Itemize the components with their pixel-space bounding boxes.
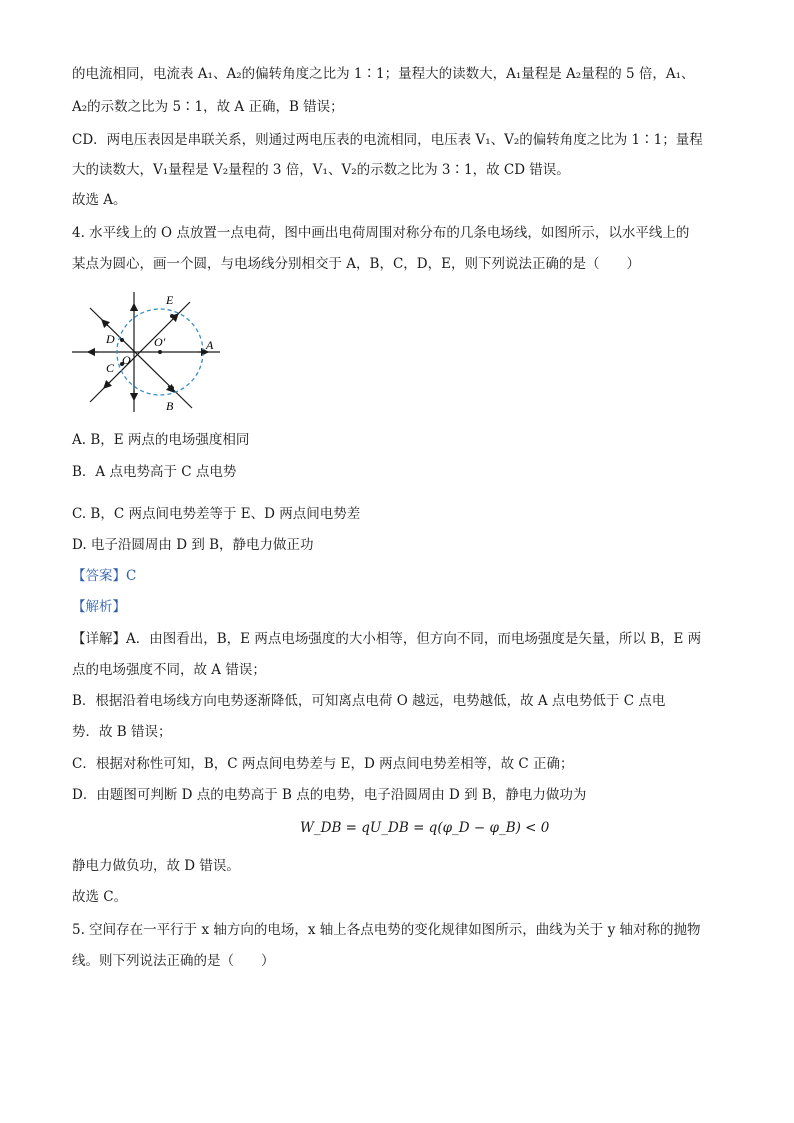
work-formula: W_DB = qU_DB = q(φ_D − φ_B) < 0 <box>300 820 550 836</box>
explanation-line-6: D．由题图可判断 D 点的电势高于 B 点的电势，电子沿圆周由 D 到 B，静电力做功为 <box>72 787 587 803</box>
label-e: E <box>166 293 174 307</box>
option-d: D. 电子沿圆周由 D 到 B，静电力做正功 <box>72 537 314 553</box>
label-d: D <box>106 332 115 346</box>
explanation-line-5: C．根据对称性可知，B，C 两点间电势差与 E，D 两点间电势差相等，故 C 正确； <box>72 756 574 772</box>
option-b: B．A 点电势高于 C 点电势 <box>72 464 237 480</box>
question-4-line-2: 某点为圆心，画一个圆，与电场线分别相交于 A，B，C，D，E，则下列说法正确的是（ ） <box>72 256 640 272</box>
text-line-2: A₂的示数之比为 5∶1，故 A 正确，B 错误； <box>72 99 344 115</box>
explanation-line-7: 静电力做负功，故 D 错误。 <box>72 858 240 874</box>
label-c: C <box>106 361 115 375</box>
label-a: A <box>206 338 214 352</box>
explanation-line-3: B．根据沿着电场线方向电势逐渐降低，可知离点电荷 O 越远，电势越低，故 A 点电势低于 C 点电 <box>72 693 666 709</box>
text-line-4: 大的读数大，V₁量程是 V₂量程的 3 倍，V₁、V₂的示数之比为 3∶1，故 CD 错误。 <box>72 162 570 178</box>
question-4-line-1: 4. 水平线上的 O 点放置一点电荷，图中画出电荷周围对称分布的几条电场线，如图所示，以水平线上的 <box>72 225 690 241</box>
analysis-label: 【解析】 <box>72 599 126 615</box>
option-a: A. B，E 两点的电场强度相同 <box>72 432 250 448</box>
explanation-line-1: 【详解】A．由图看出，B，E 两点电场强度的大小相等，但方向不同，而电场强度是矢量，所以 B，E 两 <box>72 631 702 647</box>
label-b: B <box>166 399 174 412</box>
text-line-3: CD．两电压表因是串联关系，则通过两电压表的电流相同，电压表 V₁、V₂的偏转角度之比为 1∶1；量程 <box>72 132 703 148</box>
text-line-5: 故选 A。 <box>72 192 127 208</box>
text-line-1: 的电流相同，电流表 A₁、A₂的偏转角度之比为 1∶1；量程大的读数大，A₁量程是 A₂量程的 5 倍，A₁、 <box>72 66 695 82</box>
question-5-line-1: 5. 空间存在一平行于 x 轴方向的电场，x 轴上各点电势的变化规律如图所示，曲线为关于 y 轴对称的抛物 <box>72 922 701 938</box>
label-o: O <box>122 353 131 367</box>
option-c: C. B，C 两点间电势差等于 E、D 两点间电势差 <box>72 506 361 522</box>
explanation-line-8: 故选 C。 <box>72 889 128 905</box>
explanation-line-4: 势．故 B 错误； <box>72 724 172 740</box>
electric-field-figure <box>68 290 228 412</box>
label-o-prime: O′ <box>154 335 166 349</box>
question-5-line-2: 线。则下列说法正确的是（ ） <box>72 953 275 969</box>
explanation-line-2: 点的电场强度不同，故 A 错误； <box>72 662 266 678</box>
answer-label: 【答案】C <box>72 568 137 584</box>
